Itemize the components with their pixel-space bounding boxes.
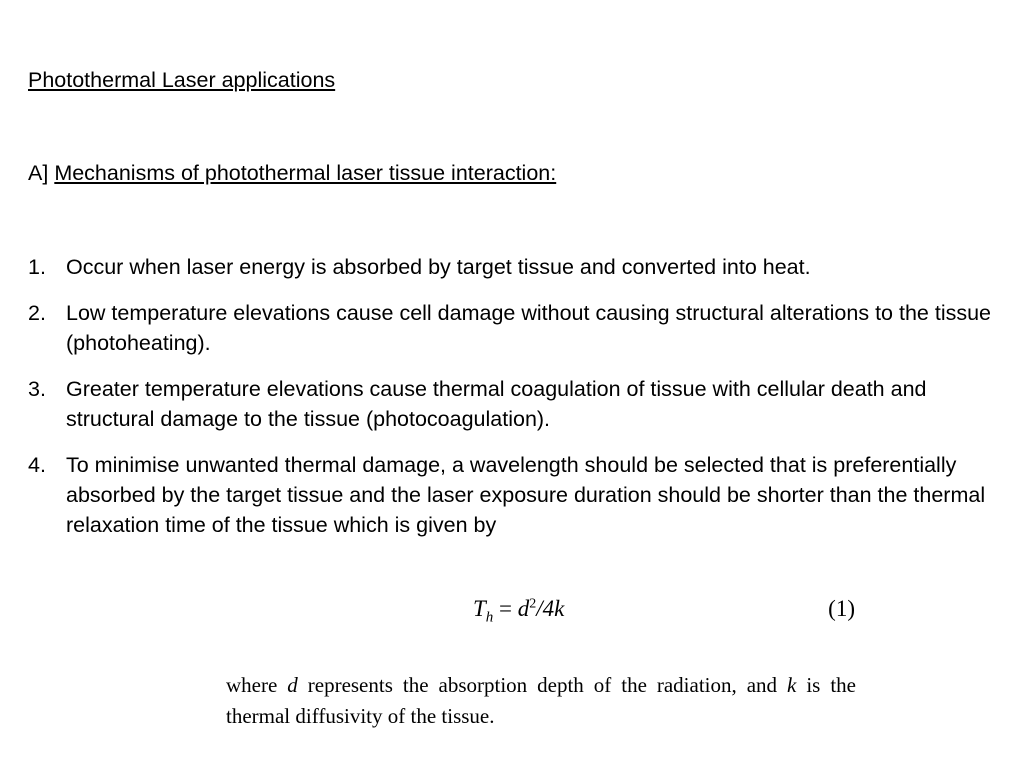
list-item (28, 298, 993, 358)
list-item-text: To minimise unwanted thermal damage, a wavelength should be selected that is preferentially absorbed by the target tissue and the laser exposure duration should be shorter than the thermal relaxation time of the tissue which is given by (66, 453, 986, 537)
equation-rhs-var: d (517, 596, 530, 621)
equation-rhs-tail: /4k (536, 596, 565, 621)
note-var-k: k (787, 673, 797, 697)
list-item-text: Greater temperature elevations cause thermal coagulation of tissue with cellular death and structural damage to the tissue (photocoagulation). (66, 377, 927, 431)
section-title: Mechanisms of photothermal laser tissue interaction: (54, 161, 557, 185)
equation-thermal-relaxation (473, 596, 855, 630)
list-item (28, 252, 993, 282)
equation-note (226, 670, 856, 732)
mechanism-list (28, 252, 993, 556)
list-item-number: 1. (28, 255, 46, 279)
note-text-2: represents the absorption depth of the radiation, and (297, 673, 788, 697)
page-title: Photothermal Laser applications (28, 68, 336, 92)
equation-equals: = (493, 596, 518, 621)
section-heading (28, 161, 556, 186)
section-prefix: A] (28, 161, 49, 185)
list-item-text: Low temperature elevations cause cell damage without causing structural alterations to the tissue (photoheating). (66, 301, 992, 355)
list-item-text: Occur when laser energy is absorbed by target tissue and converted into heat. (66, 255, 811, 279)
list-item-number: 4. (28, 453, 46, 477)
note-var-d: d (287, 673, 298, 697)
list-item-number: 3. (28, 377, 46, 401)
list-item (28, 374, 993, 434)
note-text-1: where (226, 673, 288, 697)
list-item-number: 2. (28, 301, 46, 325)
note-text-3: is the thermal diffusivity of the tissue. (226, 673, 856, 728)
equation-number: (1) (828, 596, 855, 621)
equation-lhs-var: T (473, 596, 486, 621)
list-item (28, 450, 993, 540)
equation-lhs-subscript: h (485, 609, 494, 626)
equation-expression (473, 596, 564, 627)
equation-rhs-superscript: 2 (529, 596, 537, 612)
